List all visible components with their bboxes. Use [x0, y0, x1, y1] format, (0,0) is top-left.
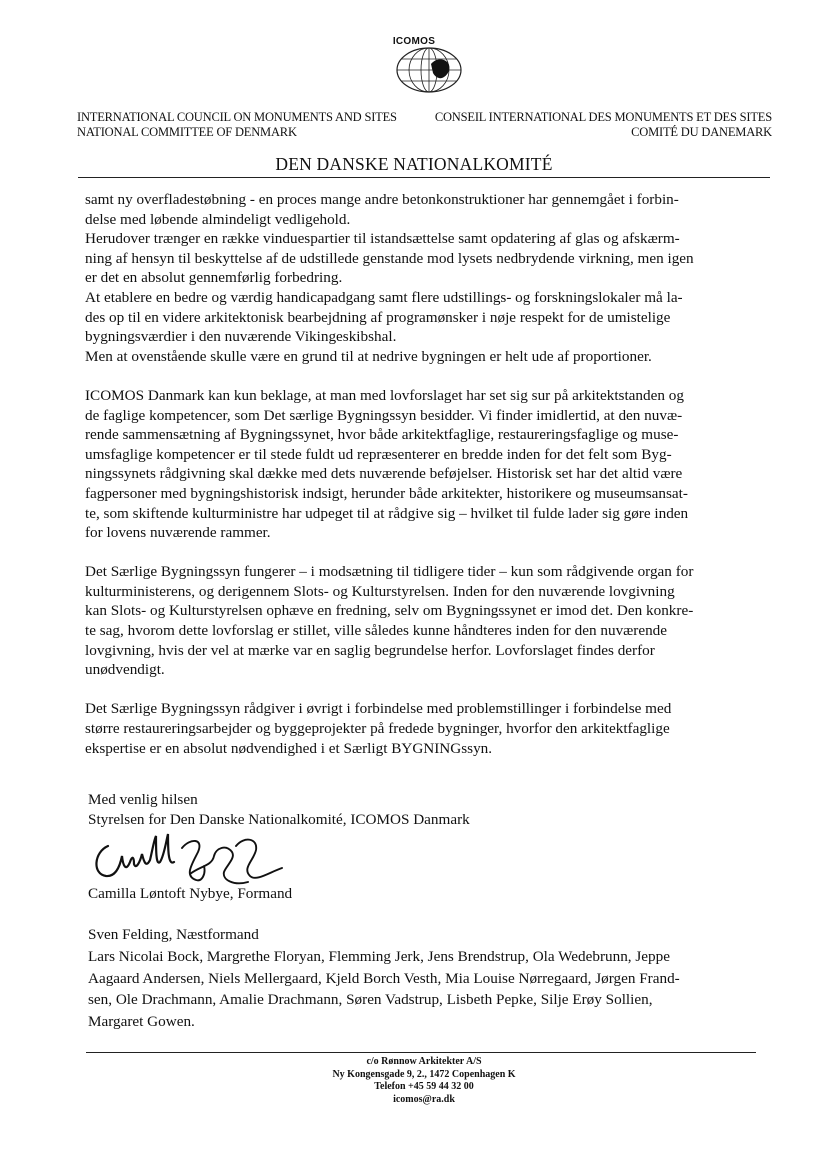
text-line: Herudover trænger en række vinduespartier til istandsættelse samt opdatering af glas og afskærm-: [85, 230, 680, 248]
footer-email[interactable]: icomos@ra.dk: [393, 1093, 455, 1105]
header-english-line2: NATIONAL COMMITTEE OF DENMARK: [77, 125, 297, 139]
paragraph-2: [85, 386, 771, 543]
committee-title: DEN DANSKE NATIONALKOMITÉ: [275, 154, 553, 174]
text-line: At etablere en bedre og værdig handicapadgang samt flere udstillings- og forskningslokaler må la-: [85, 288, 683, 306]
text-line: ekspertise er en absolut nødvendighed i et Særligt BYGNINGssyn.: [85, 739, 493, 757]
text-line: større restaureringsarbejder og byggeprojekter på fredede bygninger, hvorfor den arkitektfaglige: [85, 720, 670, 738]
member-line: Aagaard Andersen, Niels Mellergaard, Kjeld Borch Vesth, Mia Louise Nørregaard, Jørgen Frand-: [88, 969, 680, 987]
header-french: [435, 110, 772, 140]
header-french-line2: COMITÉ DU DANEMARK: [631, 125, 772, 139]
header-english: [77, 110, 397, 140]
text-line: for lovens nuværende rammer.: [85, 524, 271, 542]
text-line: kulturministerens, og derigennem Slots- og Kulturstyrelsen. Inden for den nuværende lovgivning: [85, 582, 675, 600]
header-french-line1: CONSEIL INTERNATIONAL DES MONUMENTS ET DES SITES: [434, 110, 772, 124]
text-line: delse med løbende almindeligt vedligehold.: [85, 210, 351, 228]
icomos-logo-title: ICOMOS: [392, 36, 436, 47]
paragraph-1: [85, 190, 771, 366]
text-line: kan Slots- og Kulturstyrelsen ophæve en fredning, selv om Bygningssynet er imod det. Den konkre-: [85, 602, 694, 620]
text-line: Det Særlige Bygningssyn fungerer – i modsætning til tidligere tider – kun som rådgivende organ for: [85, 563, 694, 581]
footer-phone: Telefon +45 59 44 32 00: [374, 1081, 474, 1092]
signer-name: Camilla Løntoft Nybye, Formand: [88, 885, 293, 902]
paragraph-4: [85, 699, 771, 758]
text-line: fagpersoner med bygningshistorisk indsigt, herunder både arkitekter, historikere og museumsansat-: [85, 484, 688, 502]
footer-address: Ny Kongensgade 9, 2., 1472 Copenhagen K: [332, 1068, 516, 1080]
text-line: te sag, hvorom dette lovforslag er stillet, ville således kunne håndteres inden for den nuværende: [85, 622, 668, 640]
text-line: umsfaglige kompetencer er til stede fuldt ud repræsenterer en bredde inden for det felt som Byg-: [85, 445, 672, 463]
text-line: samt ny overfladestøbning - en proces mange andre betonkonstruktioner har gennemgået i forbin-: [85, 191, 679, 208]
text-line: de faglige kompetencer, som Det særlige Bygningssyn besidder. Vi finder imidlertid, at den nuvæ-: [85, 406, 683, 424]
footer-care-of: c/o Rønnow Arkitekter A/S: [366, 1056, 482, 1067]
footer: [0, 1056, 828, 1106]
letter-body: [85, 190, 771, 778]
board-members: [88, 924, 778, 1033]
text-line: des op til en videre arkitektonisk bearbejdning af programønsker i nøje respekt for de umistelige: [85, 308, 671, 326]
globe-logo-icon: [394, 46, 464, 94]
closing: [88, 790, 470, 829]
vice-chair: Sven Felding, Næstformand: [88, 926, 259, 943]
text-line: ningssynets rådgivning skal dække med dets nuværende beføjelser. Historisk set har det altid være: [85, 465, 683, 483]
text-line: ICOMOS Danmark kan kun beklage, at man med lovforslaget har set sig sur på arkitektstanden og: [85, 386, 684, 404]
footer-divider: [86, 1052, 756, 1053]
text-line: rende sammensætning af Bygningssynet, hvor både arkitektfaglige, restaureringsfaglige og muse-: [85, 426, 679, 444]
handwritten-signature: [86, 826, 296, 890]
board-name: Styrelsen for Den Danske Nationalkomité, ICOMOS Danmark: [88, 810, 470, 828]
member-line: Margaret Gowen.: [88, 1013, 195, 1031]
paragraph-3: [85, 562, 771, 680]
text-line: bygningsværdier i den nuværende Vikingeskibshal.: [85, 328, 397, 346]
text-line: lovgivning, hvis der vel at mærke var en saglig begrundelse herfor. Lovforslaget findes derfor: [85, 641, 655, 659]
member-line: sen, Ole Drachmann, Amalie Drachmann, Søren Vadstrup, Lisbeth Pepke, Silje Erøy Sollien,: [88, 991, 653, 1009]
greeting: Med venlig hilsen: [88, 791, 198, 808]
member-line: Lars Nicolai Bock, Margrethe Floryan, Flemming Jerk, Jens Brendstrup, Ola Wedebrunn, Jeppe: [88, 947, 670, 965]
header-english-line1: INTERNATIONAL COUNCIL ON MONUMENTS AND SITES: [77, 110, 397, 124]
text-line: te, som skiftende kulturministre har udpeget til at rådgive sig – hvilket til fulde lader sig gøre inden: [85, 504, 689, 522]
header-divider: [78, 177, 770, 178]
text-line: Men at ovenstående skulle være en grund til at nedrive bygningen er helt ude af proportioner.: [85, 347, 652, 365]
text-line: Det Særlige Bygningssyn rådgiver i øvrigt i forbindelse med problemstillinger i forbindelse med: [85, 700, 672, 718]
text-line: er det en absolut gennemførlig forbedring.: [85, 269, 343, 287]
text-line: ning af hensyn til beskyttelse af de udstillede genstande mod lysets nedbrydende virkning, men igen: [85, 249, 694, 267]
text-line: unødvendigt.: [85, 661, 165, 679]
